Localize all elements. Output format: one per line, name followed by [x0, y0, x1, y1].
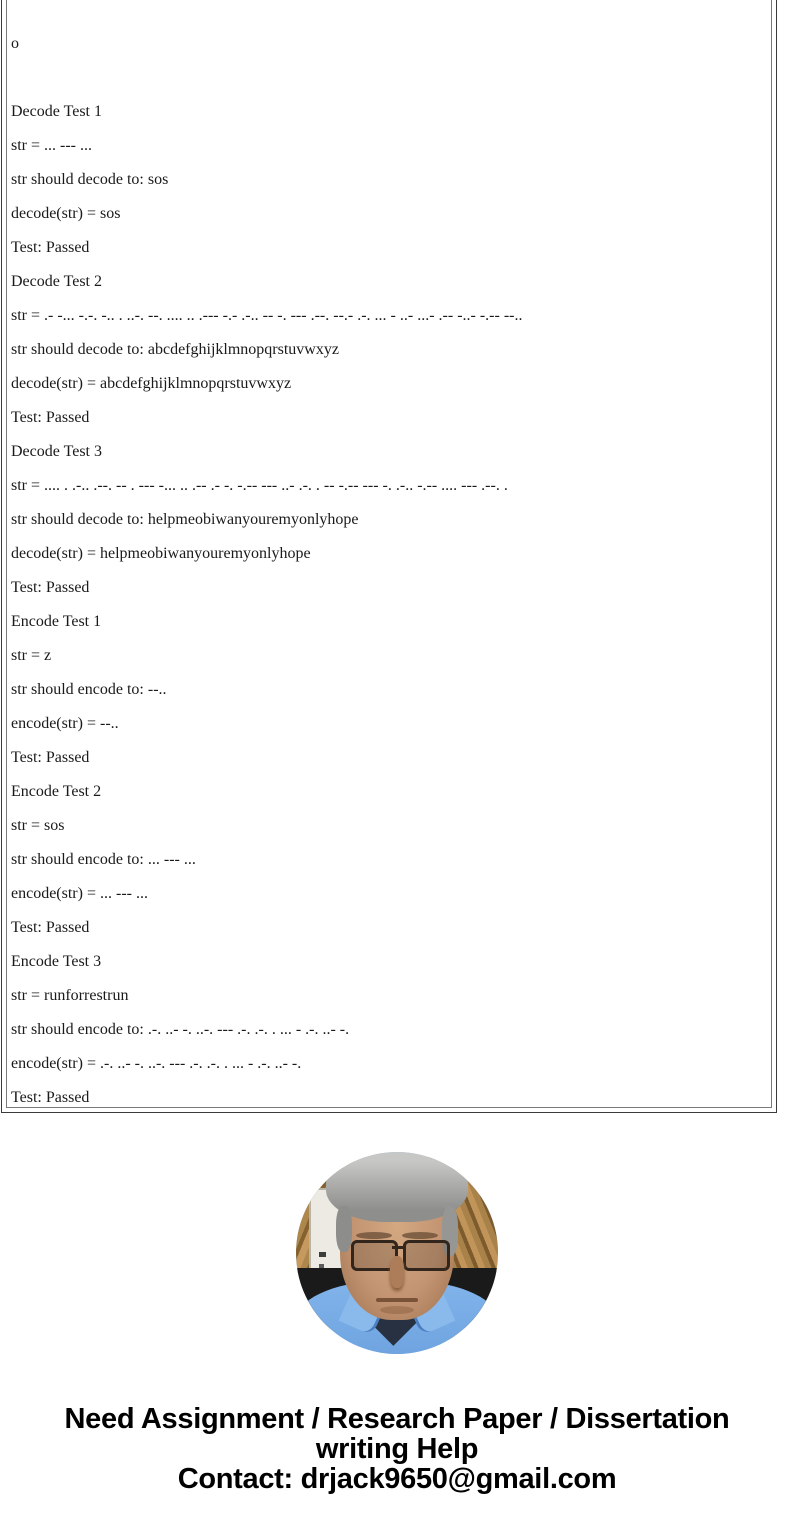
- report-line: decode(str) = abcdefghijklmnopqrstuvwxyz: [11, 375, 292, 392]
- report-line: str = sos: [11, 817, 65, 834]
- report-line: o: [11, 35, 19, 52]
- report-line: Decode Test 3: [11, 443, 102, 460]
- report-line: encode(str) = .-. ..- -. ..-. --- .-. .-. . ... - .-. ..- -.: [11, 1055, 302, 1072]
- photo-hair-side: [336, 1206, 352, 1252]
- report-line: Test: Passed: [11, 409, 90, 426]
- photo-chin-shadow: [380, 1306, 414, 1314]
- report-line: Test: Passed: [11, 919, 90, 936]
- report-line: str = .- -... -.-. -.. . ..-. --. .... .. .--- -.- .-.. -- -. --- .--. --.- .-. ... - ..- ...- .-- -..- -.-- --..: [11, 307, 523, 324]
- photo-glasses-lens: [403, 1240, 450, 1271]
- report-line: [11, 61, 771, 95]
- photo-mouth: [376, 1298, 418, 1302]
- report-line: Encode Test 3: [11, 953, 102, 970]
- photo-eyebrow: [356, 1232, 392, 1239]
- report-line: decode(str) = sos: [11, 205, 121, 222]
- report-line: Decode Test 1: [11, 103, 102, 120]
- report-line: Decode Test 2: [11, 273, 102, 290]
- report-line: Test: Passed: [11, 749, 90, 766]
- report-line: str = runforrestrun: [11, 987, 129, 1004]
- footer: [0, 1404, 794, 1494]
- photo-eyebrow: [402, 1232, 438, 1239]
- report-line: Encode Test 2: [11, 783, 102, 800]
- report-line: Test: Passed: [11, 1089, 90, 1106]
- report-line: str = .... . .-.. .--. -- . --- -... .. .-- .- -. -.-- --- ..- .-. . -- -.-- --- -. .-.. -.-- .... --- .--. .: [11, 477, 508, 494]
- test-output-box: [1, 0, 777, 1113]
- report-line: str = z: [11, 647, 52, 664]
- report-line: str = ... --- ...: [11, 137, 93, 154]
- report-line: str should decode to: helpmeobiwanyouremyonlyhope: [11, 511, 359, 528]
- report-line: encode(str) = --..: [11, 715, 119, 732]
- report-line: str should decode to: sos: [11, 171, 169, 188]
- help-heading-line-1: Need Assignment / Research Paper / Dissertation: [64, 1403, 730, 1435]
- report-line: Encode Test 1: [11, 613, 102, 630]
- report-line: str should decode to: abcdefghijklmnopqrstuvwxyz: [11, 341, 339, 358]
- photo-nose: [390, 1256, 404, 1288]
- help-heading-line-2: writing Help: [315, 1433, 479, 1465]
- report-line: Test: Passed: [11, 239, 90, 256]
- report-line: str should encode to: ... --- ...: [11, 851, 196, 868]
- report-line: encode(str) = ... --- ...: [11, 885, 148, 902]
- report-line: Test: Passed: [11, 579, 90, 596]
- photo-glasses-bridge: [392, 1246, 404, 1249]
- tutor-photo: [296, 1152, 498, 1354]
- photo-door-detail: [319, 1252, 326, 1257]
- report-line: decode(str) = helpmeobiwanyouremyonlyhope: [11, 545, 311, 562]
- test-output-cell: [6, 0, 772, 1108]
- report-line: str should encode to: --..: [11, 681, 167, 698]
- report-line: str should encode to: .-. ..- -. ..-. --- .-. .-. . ... - .-. ..- -.: [11, 1021, 350, 1038]
- contact-email: Contact: drjack9650@gmail.com: [177, 1463, 617, 1495]
